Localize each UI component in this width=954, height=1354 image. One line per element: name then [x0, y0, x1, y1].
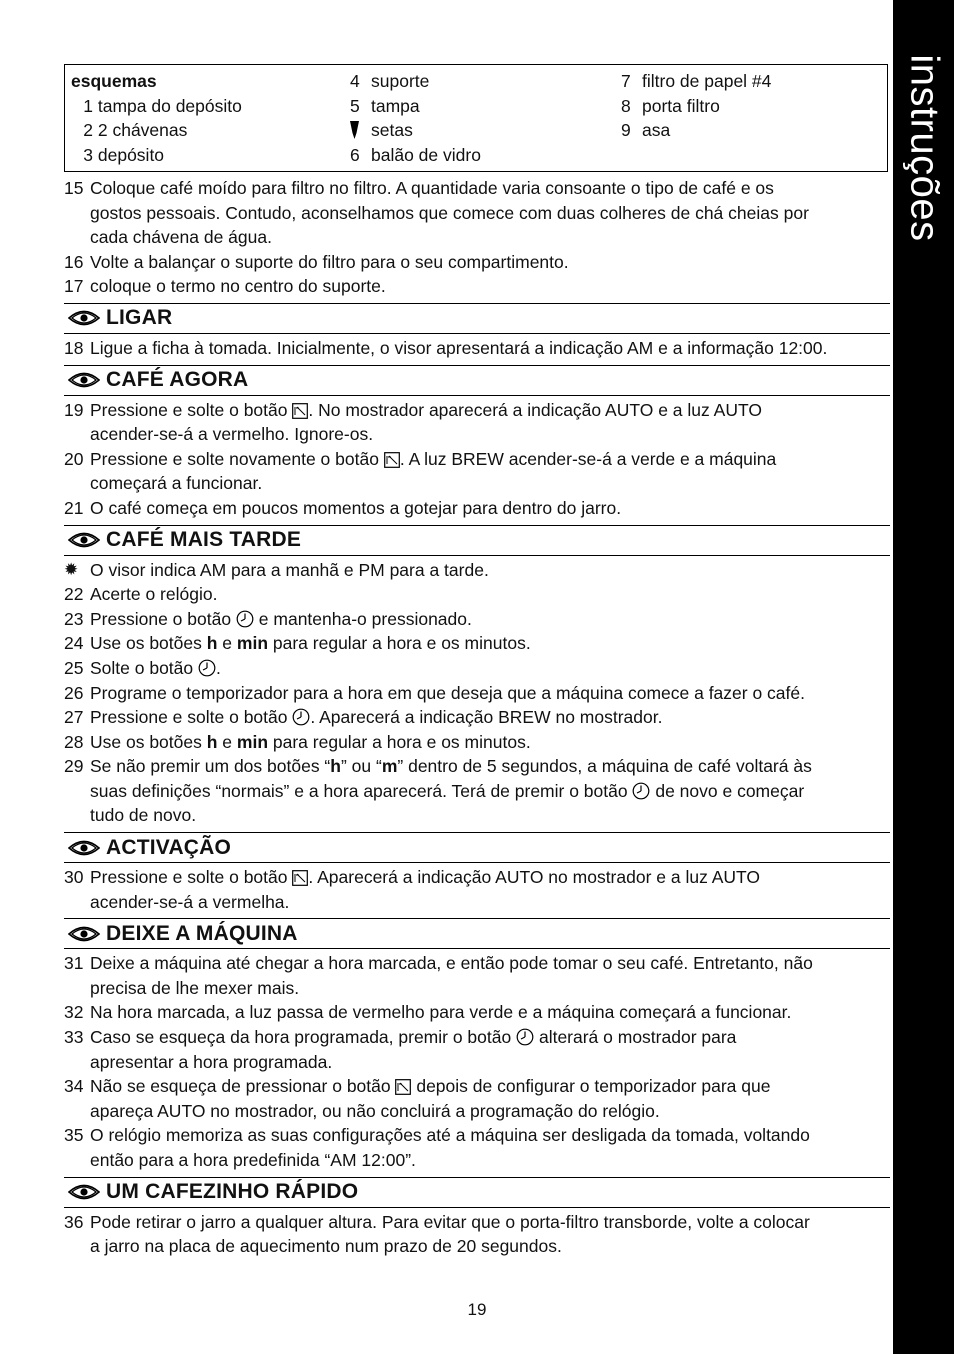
step-25: 25 Solte o botão . — [64, 657, 221, 678]
eye-icon — [68, 839, 100, 857]
step-27: 27 Pressione e solte o botão . Aparecerá a indicação BREW no mostrador. — [64, 707, 663, 728]
legend-item: 2 2 chávenas — [83, 120, 188, 140]
step-17: 17 coloque o termo no centro do suporte. — [64, 276, 386, 297]
legend-item: 9 asa — [621, 120, 671, 140]
legend-item: 6 balão de vidro — [350, 144, 481, 165]
step-21: 21 O café começa em poucos momentos a gotejar para dentro do jarro. — [64, 497, 622, 518]
section-heading-ligar: LIGAR — [64, 303, 890, 334]
legend-item: 8 porta filtro — [621, 95, 720, 116]
sidebar-tab — [893, 0, 954, 1354]
eye-icon — [68, 925, 100, 943]
eye-icon — [68, 531, 100, 549]
legend-column-2 — [350, 69, 481, 167]
clock-button-icon — [516, 1028, 534, 1046]
eye-icon — [68, 1183, 100, 1201]
legend-item: 1 tampa do depósito — [83, 95, 242, 116]
clock-button-icon — [292, 708, 310, 726]
step-31: 31 Deixe a máquina até chegar a hora marcada, e então pode tomar o seu café. Entretanto, não precisa de lhe mexer mais. — [64, 953, 813, 998]
sun-icon: ✹ — [64, 559, 79, 579]
eye-icon — [68, 309, 100, 327]
eye-icon — [68, 371, 100, 389]
step-20: 20 Pressione e solte novamente o botão . A luz BREW acender-se-á a verde e a máquina começará a funcionar. — [64, 448, 777, 494]
legend-item: 5 tampa — [350, 95, 420, 116]
instructions-content — [64, 176, 890, 1259]
step-29: 29 Se não premir um dos botões “h” ou “m” dentro de 5 segundos, a máquina de café voltará às suas definições “normais” e a hora aparecerá. Terá de premir o botão de novo e começar tudo de novo. — [64, 756, 812, 826]
step-30: 30 Pressione e solte o botão . Aparecerá a indicação AUTO no mostrador e a luz AUTO acender-se-á a vermelha. — [64, 867, 761, 912]
legend-box — [64, 64, 888, 172]
legend-title: esquemas — [71, 71, 157, 91]
step-22: 22 Acerte o relógio. — [64, 584, 218, 605]
legend-item: 7 filtro de papel #4 — [621, 71, 772, 91]
auto-button-icon — [395, 1079, 411, 1095]
step-34: 34 Não se esqueça de pressionar o botão depois de configurar o temporizador para que apareça AUTO no mostrador, ou não concluirá a programação do relógio. — [64, 1076, 771, 1121]
note-am-pm: ✹ O visor indica AM para a manhã e PM para a tarde. — [64, 558, 890, 583]
clock-button-icon — [632, 782, 650, 800]
legend-column-1 — [71, 69, 242, 167]
step-35: 35 O relógio memoriza as suas configurações até a máquina ser desligada da tomada, voltando então para a hora predefinida “AM 12:00”. — [64, 1125, 810, 1170]
section-heading-cafe-mais-tarde: CAFÉ MAIS TARDE — [64, 525, 890, 556]
step-36: 36 Pode retirar o jarro a qualquer altura. Para evitar que o porta-filtro transborde, volte a colocar a jarro na placa de aquecimento num prazo de 20 segundos. — [64, 1211, 810, 1257]
step-16: 16 Volte a balançar o suporte do filtro para o seu compartimento. — [64, 251, 569, 272]
legend-item: 3 depósito — [83, 144, 165, 165]
clock-button-icon — [198, 659, 216, 677]
step-33: 33 Caso se esqueça da hora programada, premir o botão alterará o mostrador para apresentar a hora programada. — [64, 1027, 737, 1072]
step-24: 24 Use os botões h e min para regular a hora e os minutos. — [64, 633, 531, 654]
legend-item: setas — [350, 118, 481, 143]
step-19: 19 Pressione e solte o botão . No mostrador aparecerá a indicação AUTO e a luz AUTO acender-se-á a vermelho. Ignore-os. — [64, 399, 762, 445]
step-23: 23 Pressione o botão e mantenha-o pressionado. — [64, 608, 472, 629]
legend-column-3 — [621, 69, 771, 143]
auto-button-icon — [292, 870, 308, 886]
clock-button-icon — [236, 610, 254, 628]
step-28: 28 Use os botões h e min para regular a hora e os minutos. — [64, 731, 531, 752]
section-heading-deixe-a-maquina: DEIXE A MÁQUINA — [64, 918, 890, 949]
step-26: 26 Programe o temporizador para a hora em que deseja que a máquina comece a fazer o café. — [64, 682, 805, 703]
legend-item: 4 suporte — [350, 71, 430, 91]
section-heading-activacao: ACTIVAÇÃO — [64, 832, 890, 863]
arrow-down-icon — [350, 121, 359, 139]
auto-button-icon — [384, 452, 400, 468]
section-heading-cafe-agora: CAFÉ AGORA — [64, 365, 890, 396]
auto-button-icon — [292, 403, 308, 419]
step-15: 15 Coloque café moído para filtro no filtro. A quantidade varia consoante o tipo de café e os gostos pessoais. Contudo, aconselhamos que comece com duas colheres de chá cheias por cada chávena de água. — [64, 178, 809, 248]
section-heading-um-cafezinho-rapido: UM CAFEZINHO RÁPIDO — [64, 1177, 890, 1208]
page-number: 19 — [467, 1300, 487, 1319]
step-32: 32 Na hora marcada, a luz passa de vermelho para verde e a máquina começará a funcionar. — [64, 1002, 792, 1023]
sidebar-title: instruções — [902, 54, 946, 242]
step-18: 18 Ligue a ficha à tomada. Inicialmente, o visor apresentará a indicação AM e a informação 12:00. — [64, 337, 828, 358]
